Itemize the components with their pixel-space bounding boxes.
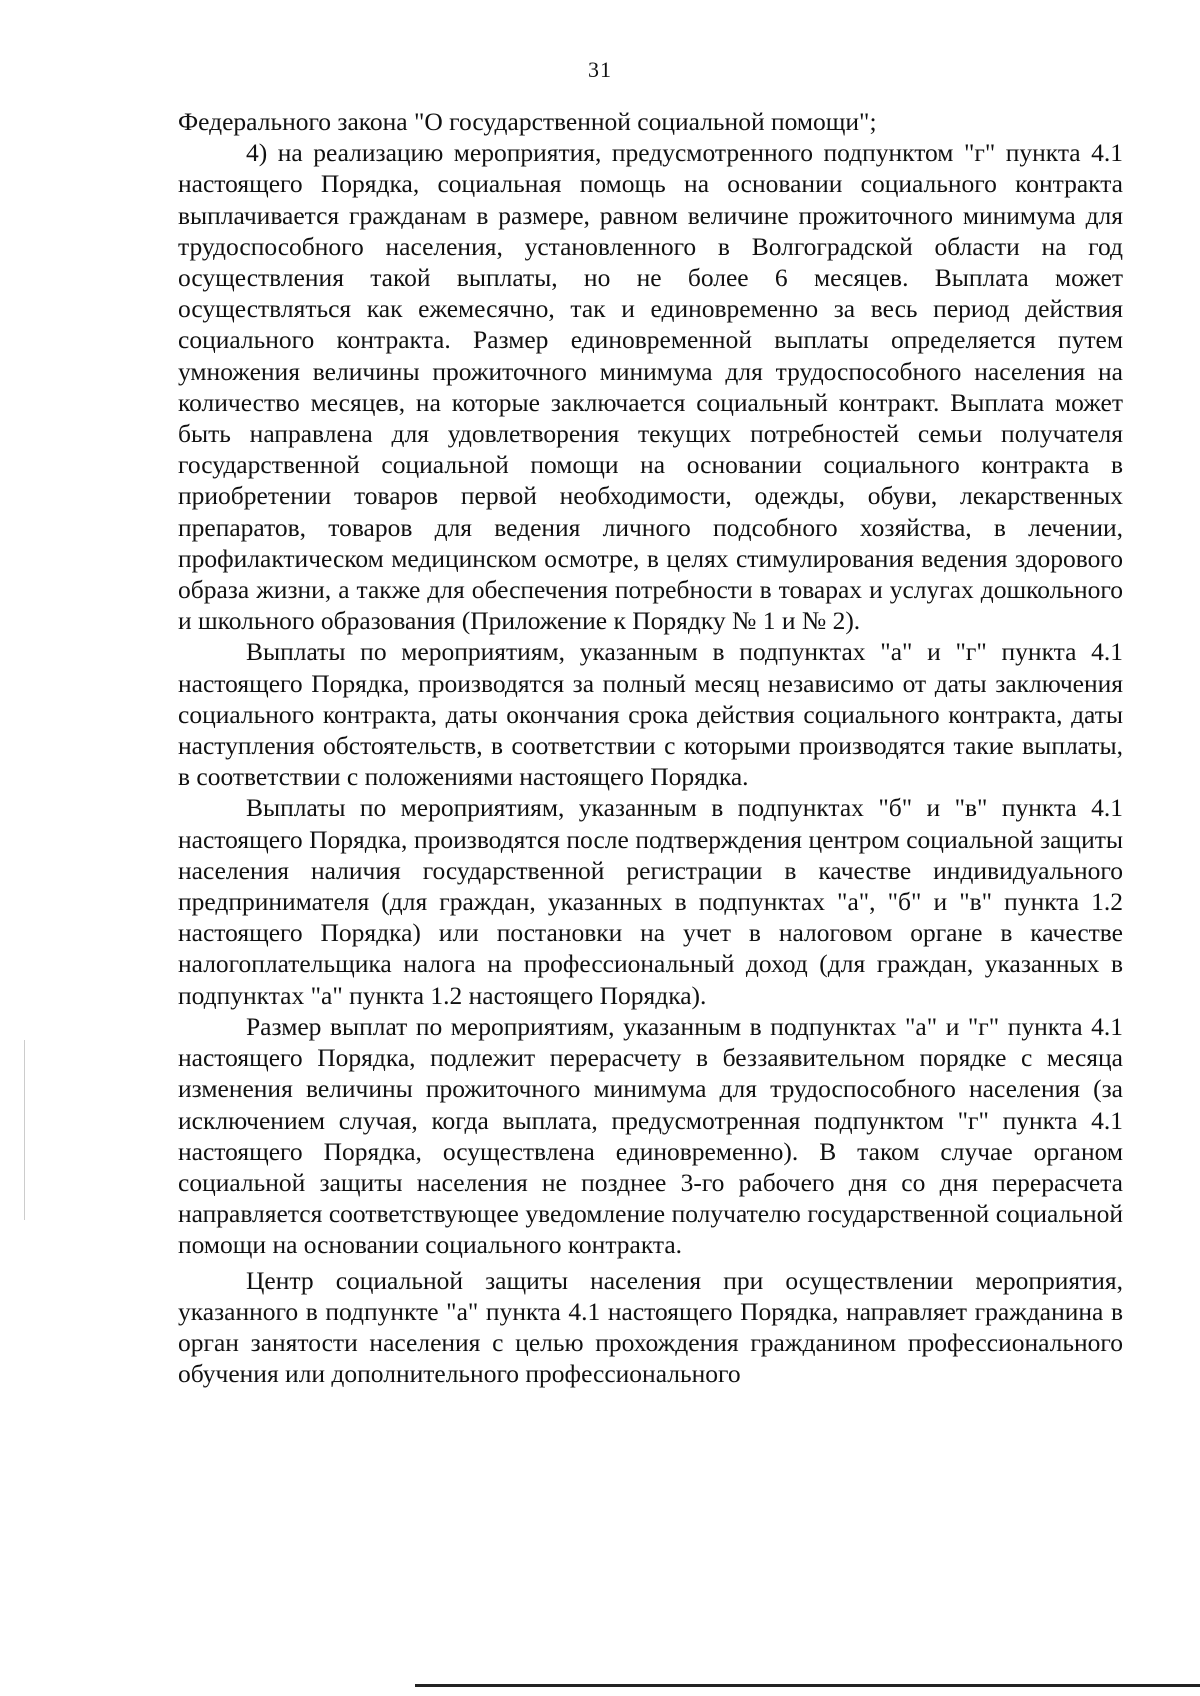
paragraph-employment-center: Центр социальной защиты населения при осуществлении мероприятия, указанного в подпункте "а" пункта 4.1 настоящего Порядка, направляет гражданина в орган занятости населения с целью прохождения гражданином профессионального обучения или дополнительного профессионального (178, 1265, 1123, 1389)
paragraph-payments-b-v: Выплаты по мероприятиям, указанным в подпунктах "б" и "в" пункта 4.1 настоящего Порядка, производятся после подтверждения центром социальной защиты населения наличия государственной регистрации в качестве индивидуального предпринимателя (для граждан, указанных в подпунктах "а", "б" и "в" пункта 1.2 настоящего Порядка) или постановки на учет в налоговом органе в качестве налогоплательщика налога на профессиональный доход (для граждан, указанных в подпунктах "а" пункта 1.2 настоящего Порядка). (178, 793, 1123, 1010)
document-body (178, 106, 1123, 1389)
scan-bottom-edge-line (415, 1684, 1200, 1687)
paragraph-law-reference: Федерального закона "О государственной социальной помощи"; (178, 107, 877, 136)
paragraph-payments-a-g: Выплаты по мероприятиям, указанным в подпунктах "а" и "г" пункта 4.1 настоящего Порядка, производятся за полный месяц независимо от даты заключения социального контракта, даты окончания срока действия социального контракта, даты наступления обстоятельств, в соответствии с которыми производятся такие выплаты, в соответствии с положениями настоящего Порядка. (178, 637, 1123, 792)
paragraph-recalculation: Размер выплат по мероприятиям, указанным в подпунктах "а" и "г" пункта 4.1 настоящего Порядка, подлежит перерасчету в беззаявительном порядке с месяца изменения величины прожиточного минимума для трудоспособного населения (за исключением случая, когда выплата, предусмотренная подпунктом "г" пункта 4.1 настоящего Порядка, осуществлена единовременно). В таком случае органом социальной защиты населения не позднее 3-го рабочего дня со дня перерасчета направляется соответствующее уведомление получателю государственной социальной помощи на основании социального контракта. (178, 1011, 1123, 1260)
scan-margin-mark (24, 1040, 25, 1220)
paragraph-item-4: 4) на реализацию мероприятия, предусмотренного подпунктом "г" пункта 4.1 настоящего Порядка, социальная помощь на основании социального контракта выплачивается гражданам в размере, равном величине прожиточного минимума для трудоспособного населения, установленного в Волгоградской области на год осуществления такой выплаты, но не более 6 месяцев. Выплата может осуществляться как ежемесячно, так и единовременно за весь период действия социального контракта. Размер единовременной выплаты определяется путем умножения величины прожиточного минимума для трудоспособного населения на количество месяцев, на которые заключается социальный контракт. Выплата может быть направлена для удовлетворения текущих потребностей семьи получателя государственной социальной помощи на основании социального контракта в приобретении товаров первой необходимости, одежды, обуви, лекарственных препаратов, товаров для ведения личного подсобного хозяйства, в лечении, профилактическом медицинском осмотре, в целях стимулирования ведения здорового образа жизни, а также для обеспечения потребности в товарах и услугах дошкольного и школьного образования (Приложение к Порядку № 1 и № 2). (178, 138, 1123, 636)
page-number: 31 (588, 57, 612, 82)
